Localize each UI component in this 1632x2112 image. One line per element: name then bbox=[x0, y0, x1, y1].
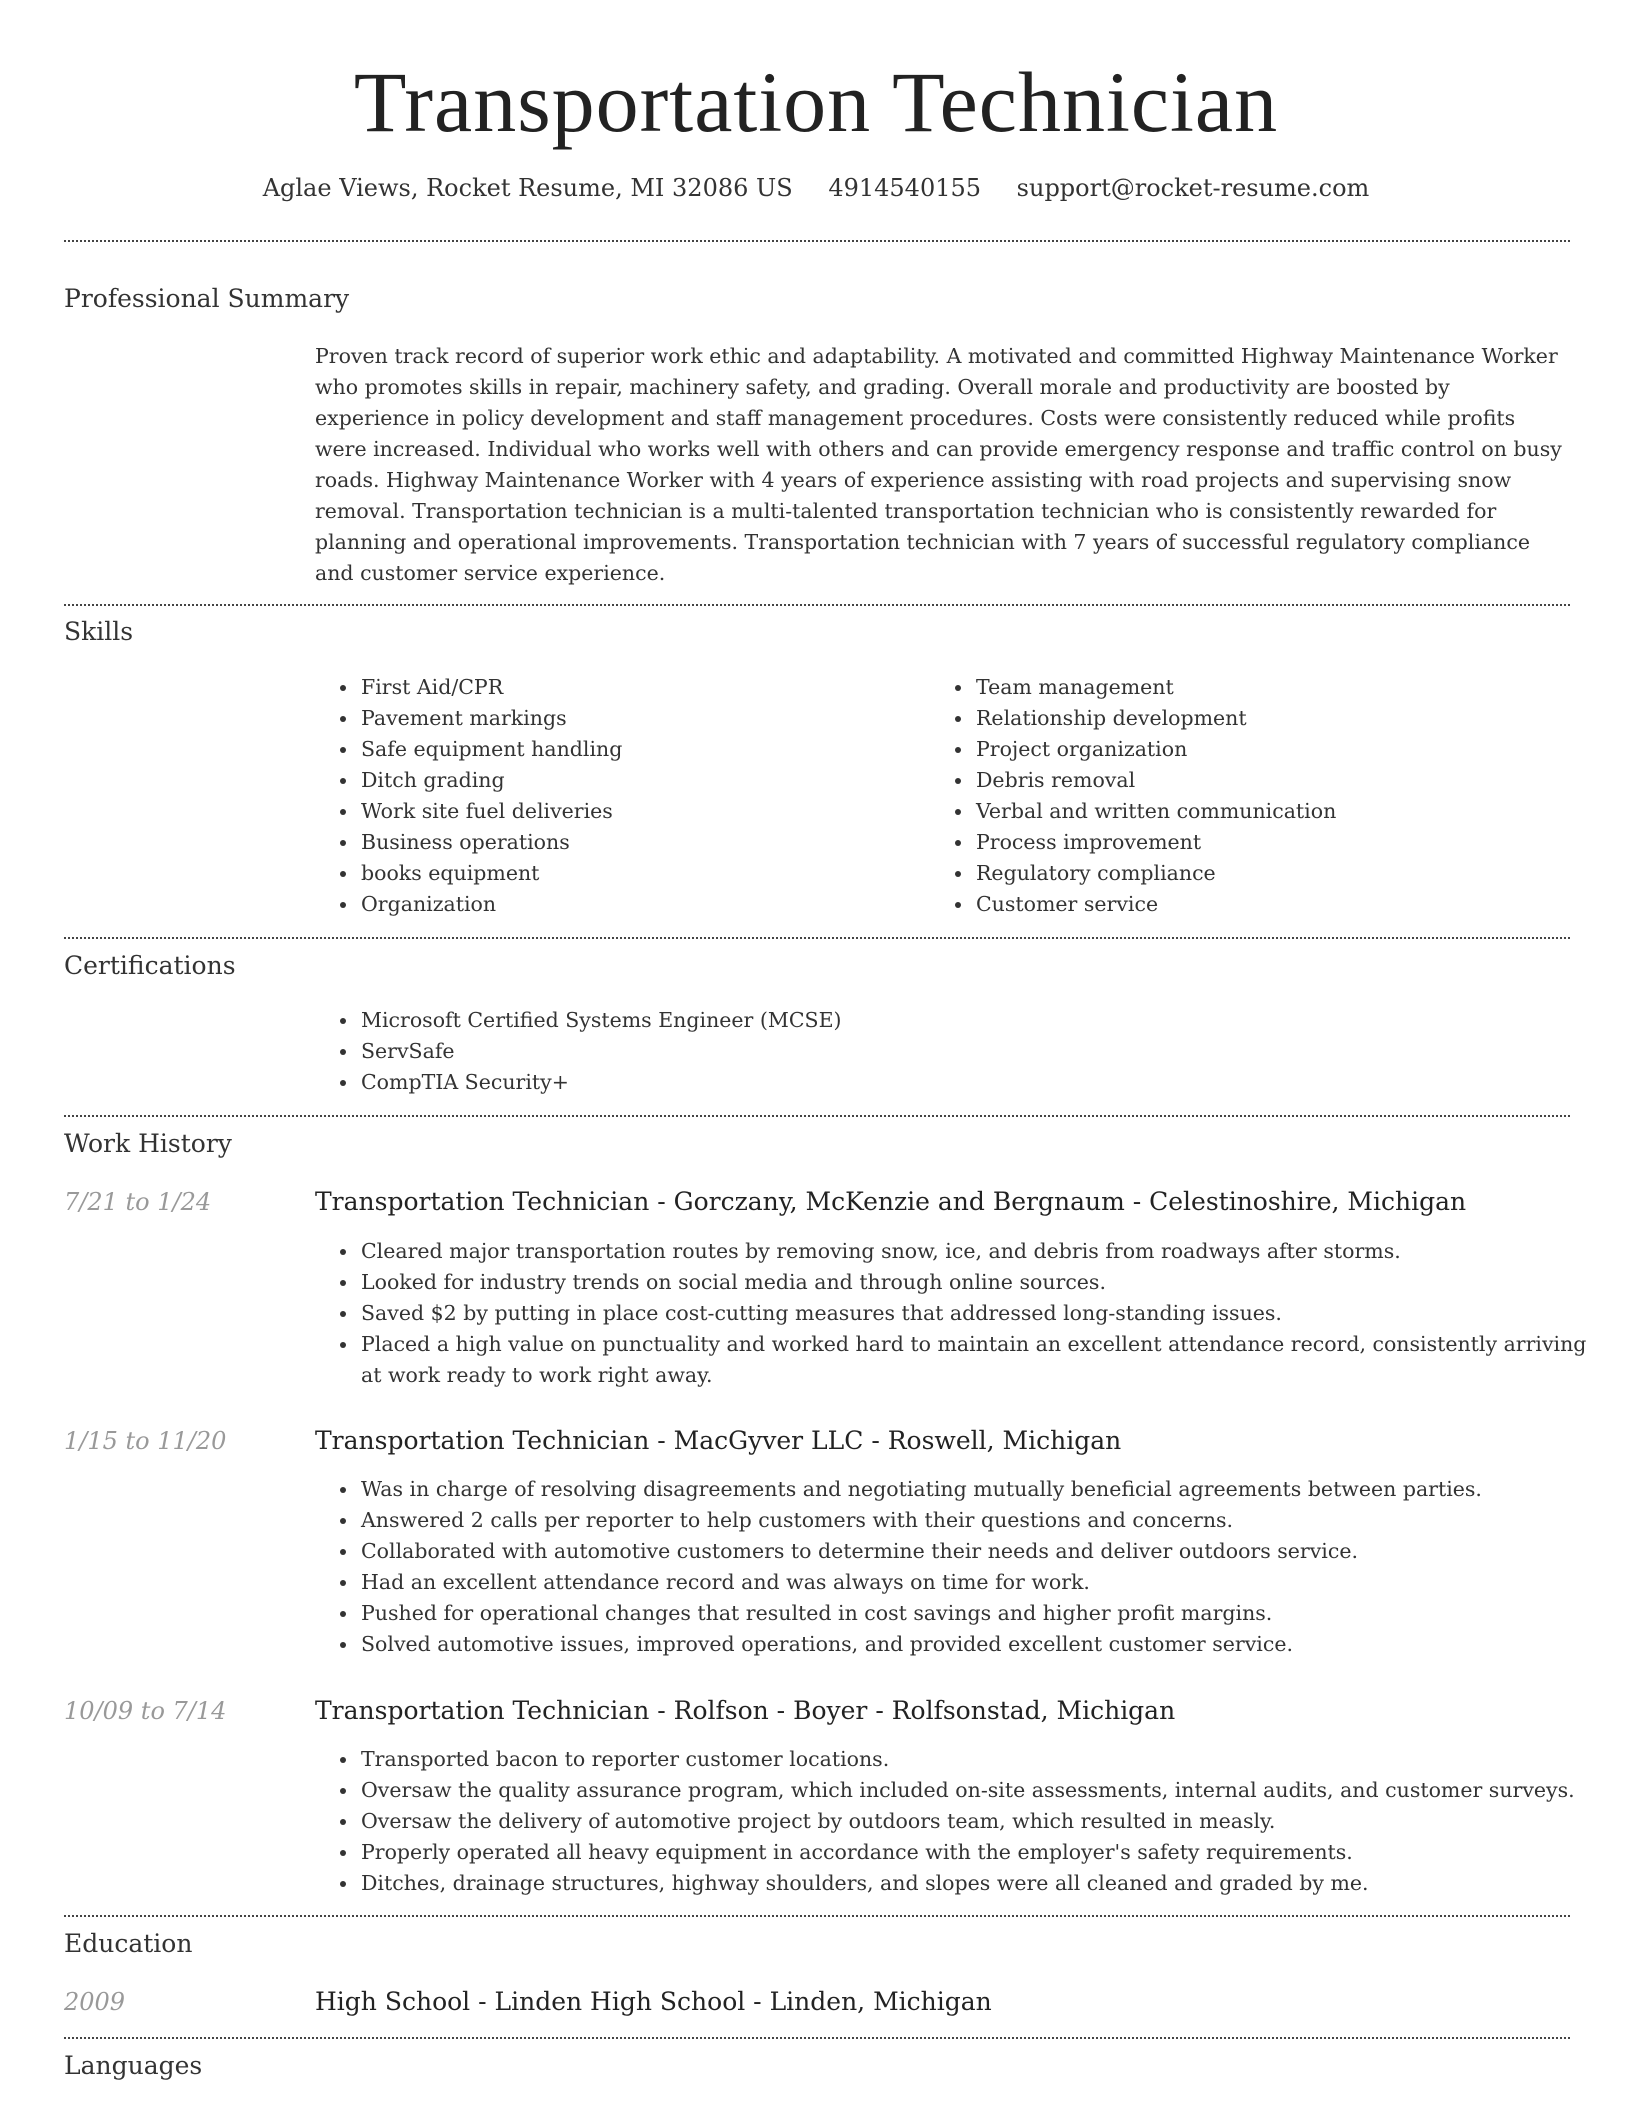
skill-item: • Team management bbox=[974, 672, 1594, 703]
job-dates: 10/09 to 7/14 bbox=[64, 1697, 227, 1725]
job-bullet: • Collaborated with automotive customers to determine their needs and deliver outdoors service. bbox=[359, 1536, 1609, 1567]
contact-address: Aglae Views, Rocket Resume, MI 32086 US bbox=[262, 174, 793, 202]
job-bullet: • Had an excellent attendance record and was always on time for work. bbox=[359, 1567, 1609, 1598]
certification-item: • Microsoft Certified Systems Engineer (MCSE) bbox=[359, 1005, 1609, 1036]
skill-item: • Relationship development bbox=[974, 703, 1594, 734]
job-heading: Transportation Technician - MacGyver LLC - Roswell, Michigan bbox=[315, 1426, 1122, 1455]
skill-item: • Organization bbox=[359, 889, 919, 920]
job-bullet: • Looked for industry trends on social media and through online sources. bbox=[359, 1267, 1609, 1298]
skill-item: • Pavement markings bbox=[359, 703, 919, 734]
certifications-list bbox=[315, 1005, 1609, 1098]
job-bullets bbox=[315, 1744, 1609, 1899]
job-bullet: • Solved automotive issues, improved operations, and provided excellent customer service. bbox=[359, 1629, 1609, 1660]
skill-item: • Verbal and written communication bbox=[974, 796, 1594, 827]
skill-item: • books equipment bbox=[359, 858, 919, 889]
education-heading: Education bbox=[64, 1929, 193, 1958]
resume-name: Transportation Technician bbox=[353, 54, 1279, 150]
job-bullet: • Placed a high value on punctuality and worked hard to maintain an excellent attendance record, consistently arriving at work ready to work right away. bbox=[359, 1329, 1609, 1391]
job-bullet: • Transported bacon to reporter customer locations. bbox=[359, 1744, 1609, 1775]
divider bbox=[64, 2037, 1570, 2039]
education-year: 2009 bbox=[64, 1988, 126, 2016]
divider bbox=[64, 1115, 1570, 1117]
summary-text: Proven track record of superior work ethic and adaptability. A motivated and committed Highway Maintenance Worker who promotes skills in repair, machinery safety, and grading. Overall morale and productivity are boosted by experience in policy development and staff management procedures. Costs were consistently reduced while profits were increased. Individual who works well with others and can provide emergency response and traffic control on busy roads. Highway Maintenance Worker with 4 years of experience assisting with road projects and supervising snow removal. Transportation technician is a multi-talented transportation technician who is consistently rewarded for planning and operational improvements. Transportation technician with 7 years of successful regulatory compliance and customer service experience. bbox=[315, 344, 1562, 585]
certifications-heading: Certifications bbox=[64, 951, 236, 980]
job-bullet: • Cleared major transportation routes by removing snow, ice, and debris from roadways after storms. bbox=[359, 1236, 1609, 1267]
certification-item: • ServSafe bbox=[359, 1036, 1609, 1067]
job-bullet: • Oversaw the quality assurance program, which included on-site assessments, internal audits, and customer surveys. bbox=[359, 1775, 1609, 1806]
skill-item: • Regulatory compliance bbox=[974, 858, 1594, 889]
job-bullet: • Oversaw the delivery of automotive project by outdoors team, which resulted in measly. bbox=[359, 1806, 1609, 1837]
divider bbox=[64, 1915, 1570, 1917]
job-heading: Transportation Technician - Gorczany, McKenzie and Bergnaum - Celestinoshire, Michigan bbox=[315, 1187, 1467, 1216]
job-dates: 7/21 to 1/24 bbox=[64, 1188, 212, 1216]
skill-item: • Project organization bbox=[974, 734, 1594, 765]
job-bullet: • Pushed for operational changes that resulted in cost savings and higher profit margins. bbox=[359, 1598, 1609, 1629]
skills-list-left bbox=[315, 672, 919, 920]
skill-item: • Business operations bbox=[359, 827, 919, 858]
job-bullets bbox=[315, 1474, 1609, 1660]
education-heading-line: High School - Linden High School - Linden, Michigan bbox=[315, 1987, 992, 2016]
work-history-heading: Work History bbox=[64, 1129, 232, 1158]
contact-line bbox=[0, 172, 1632, 204]
contact-email: support@rocket-resume.com bbox=[1016, 174, 1370, 202]
skill-item: • First Aid/CPR bbox=[359, 672, 919, 703]
skill-item: • Debris removal bbox=[974, 765, 1594, 796]
skills-heading: Skills bbox=[64, 617, 134, 646]
divider bbox=[64, 604, 1570, 606]
skill-item: • Safe equipment handling bbox=[359, 734, 919, 765]
skill-item: • Customer service bbox=[974, 889, 1594, 920]
skill-item: • Work site fuel deliveries bbox=[359, 796, 919, 827]
divider bbox=[64, 240, 1570, 242]
skill-item: • Process improvement bbox=[974, 827, 1594, 858]
job-bullet: • Ditches, drainage structures, highway shoulders, and slopes were all cleaned and graded by me. bbox=[359, 1868, 1609, 1899]
contact-phone: 4914540155 bbox=[828, 174, 982, 202]
skill-item: • Ditch grading bbox=[359, 765, 919, 796]
skills-list-right bbox=[930, 672, 1594, 920]
divider bbox=[64, 937, 1570, 939]
job-heading: Transportation Technician - Rolfson - Boyer - Rolfsonstad, Michigan bbox=[315, 1696, 1176, 1725]
summary-heading: Professional Summary bbox=[64, 284, 350, 313]
languages-heading: Languages bbox=[64, 2051, 203, 2080]
job-bullet: • Properly operated all heavy equipment in accordance with the employer's safety requirements. bbox=[359, 1837, 1609, 1868]
job-dates: 1/15 to 11/20 bbox=[64, 1427, 227, 1455]
job-bullets bbox=[315, 1236, 1609, 1391]
job-bullet: • Saved $2 by putting in place cost-cutting measures that addressed long-standing issues. bbox=[359, 1298, 1609, 1329]
job-bullet: • Answered 2 calls per reporter to help customers with their questions and concerns. bbox=[359, 1505, 1609, 1536]
certification-item: • CompTIA Security+ bbox=[359, 1067, 1609, 1098]
job-bullet: • Was in charge of resolving disagreements and negotiating mutually beneficial agreements between parties. bbox=[359, 1474, 1609, 1505]
